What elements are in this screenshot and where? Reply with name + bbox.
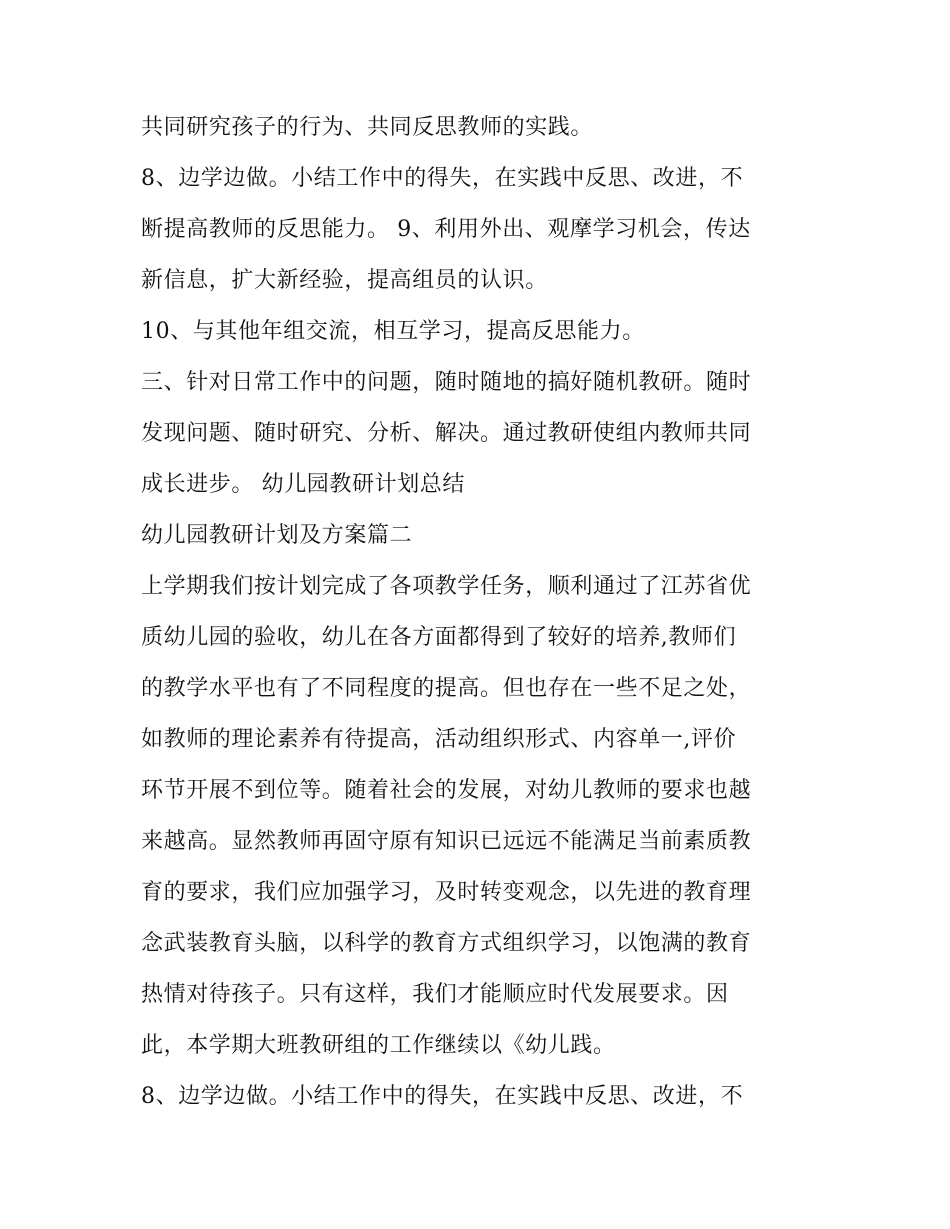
- text-line: 质幼儿园的验收，幼儿在各方面都得到了较好的培养,教师们: [141, 625, 737, 650]
- text-line: 的教学水平也有了不同程度的提高。但也存在一些不足之处，: [141, 676, 752, 701]
- text-line: 8、边学边做。小结工作中的得失，在实践中反思、改进，不: [141, 166, 744, 191]
- text-line: 来越高。显然教师再固守原有知识已远远不能满足当前素质教: [141, 829, 752, 854]
- text-line: 此，本学期大班教研组的工作继续以《幼儿践。: [141, 1033, 616, 1058]
- text-line: 共同研究孩子的行为、共同反思教师的实践。: [141, 115, 594, 140]
- text-line: 8、边学边做。小结工作中的得失，在实践中反思、改进，不: [141, 1084, 744, 1109]
- text-line: 念武装教育头脑，以科学的教育方式组织学习，以饱满的教育: [141, 931, 752, 956]
- section-heading: 幼儿园教研计划及方案篇二: [141, 523, 413, 548]
- text-line: 热情对待孩子。只有这样，我们才能顺应时代发展要求。因: [141, 982, 729, 1007]
- text-line: 育的要求，我们应加强学习，及时转变观念，以先进的教育理: [141, 880, 752, 905]
- text-line: 环节开展不到位等。随着社会的发展，对幼儿教师的要求也越: [141, 778, 752, 803]
- text-line: 三、针对日常工作中的问题，随时随地的搞好随机教研。随时: [141, 370, 752, 395]
- text-line: 新信息，扩大新经验，提高组员的认识。: [141, 268, 548, 293]
- text-line: 如教师的理论素养有待提高，活动组织形式、内容单一,评价: [141, 727, 737, 752]
- text-line: 断提高教师的反思能力。 9、利用外出、观摩学习机会，传达: [141, 217, 751, 242]
- text-line: 上学期我们按计划完成了各项教学任务，顺利通过了江苏省优: [141, 574, 752, 599]
- text-line: 10、与其他年组交流，相互学习，提高反思能力。: [141, 319, 645, 344]
- text-line: 发现问题、随时研究、分析、解决。通过教研使组内教师共同: [141, 421, 752, 446]
- text-line: 成长进步。 幼儿园教研计划总结: [141, 472, 465, 497]
